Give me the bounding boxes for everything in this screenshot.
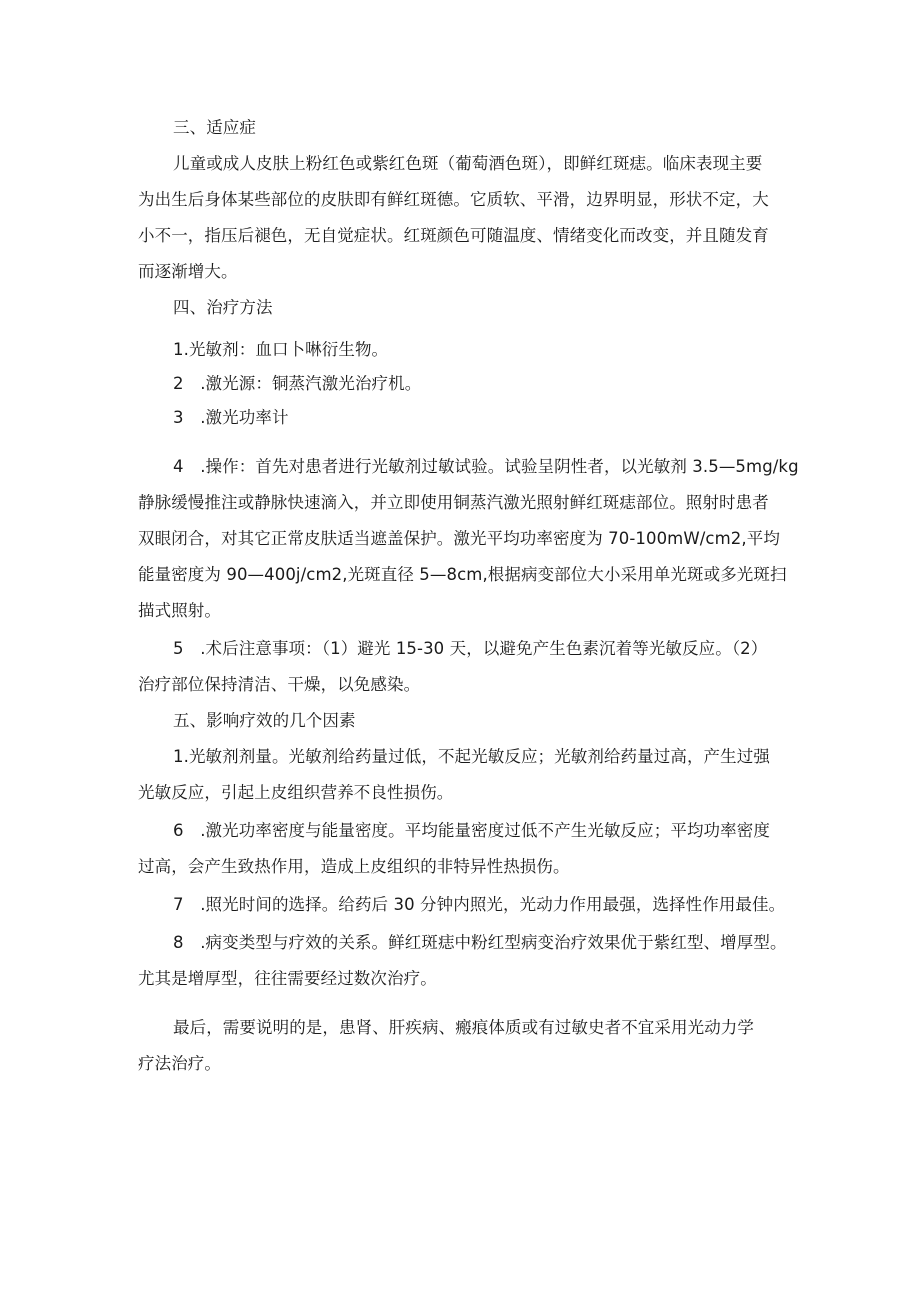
paragraph-line: 1.光敏剂剂量。光敏剂给药量过低，不起光敏反应；光敏剂给药量过高，产生过强 [173, 747, 770, 766]
list-item: 3 .激光功率计 [173, 408, 289, 427]
paragraph-line: 8 .病变类型与疗效的关系。鲜红斑痣中粉红型病变治疗效果优于紫红型、增厚型。 [173, 933, 787, 952]
list-item: 1.光敏剂：血口卜啉衍生物。 [173, 340, 389, 359]
paragraph-line: 治疗部位保持清洁、干燥，以免感染。 [138, 675, 421, 694]
paragraph-line: 静脉缓慢推注或静脉快速滴入，并立即使用铜蒸汽激光照射鲜红斑痣部位。照射时患者 [138, 493, 769, 512]
section-heading-treatment: 四、治疗方法 [173, 298, 273, 317]
paragraph-line: 7 .照光时间的选择。给药后 30 分钟内照光，光动力作用最强，选择性作用最佳。 [173, 895, 786, 914]
paragraph-line: 为出生后身体某些部位的皮肤即有鲜红斑德。它质软、平滑，边界明显，形状不定，大 [138, 190, 769, 209]
paragraph-line: 疗法治疗。 [138, 1054, 221, 1073]
paragraph-line: 儿童或成人皮肤上粉红色或紫红色斑（葡萄酒色斑），即鲜红斑痣。临床表现主要 [173, 154, 763, 173]
paragraph-line: 6 .激光功率密度与能量密度。平均能量密度过低不产生光敏反应；平均功率密度 [173, 821, 770, 840]
section-heading-factors: 五、影响疗效的几个因素 [173, 711, 356, 730]
paragraph-line: 描式照射。 [138, 601, 221, 620]
paragraph-line: 而逐渐增大。 [138, 262, 238, 281]
paragraph-line: 过高，会产生致热作用，造成上皮组织的非特异性热损伤。 [138, 857, 570, 876]
paragraph-line: 尤其是增厚型，往往需要经过数次治疗。 [138, 969, 437, 988]
paragraph-line: 双眼闭合，对其它正常皮肤适当遮盖保护。激光平均功率密度为 70-100mW/cm2,平均 [138, 529, 780, 548]
paragraph-line: 小不一，指压后褪色，无自觉症状。红斑颜色可随温度、情绪变化而改变，并且随发育 [138, 226, 769, 245]
paragraph-line: 光敏反应，引起上皮组织营养不良性损伤。 [138, 783, 454, 802]
paragraph-line: 能量密度为 90—400j/cm2,光斑直径 5—8cm,根据病变部位大小采用单光斑或多光斑扫 [138, 565, 787, 584]
paragraph-line: 5 .术后注意事项：（1）避光 15-30 天，以避免产生色素沉着等光敏反应。（2） [173, 639, 768, 658]
paragraph-line: 最后，需要说明的是，患肾、肝疾病、瘢痕体质或有过敏史者不宜采用光动力学 [173, 1018, 754, 1037]
list-item: 2 .激光源：铜蒸汽激光治疗机。 [173, 374, 422, 393]
section-heading-indications: 三、适应症 [173, 118, 256, 137]
paragraph-line: 4 .操作：首先对患者进行光敏剂过敏试验。试验呈阴性者，以光敏剂 3.5—5mg/kg [173, 457, 799, 476]
